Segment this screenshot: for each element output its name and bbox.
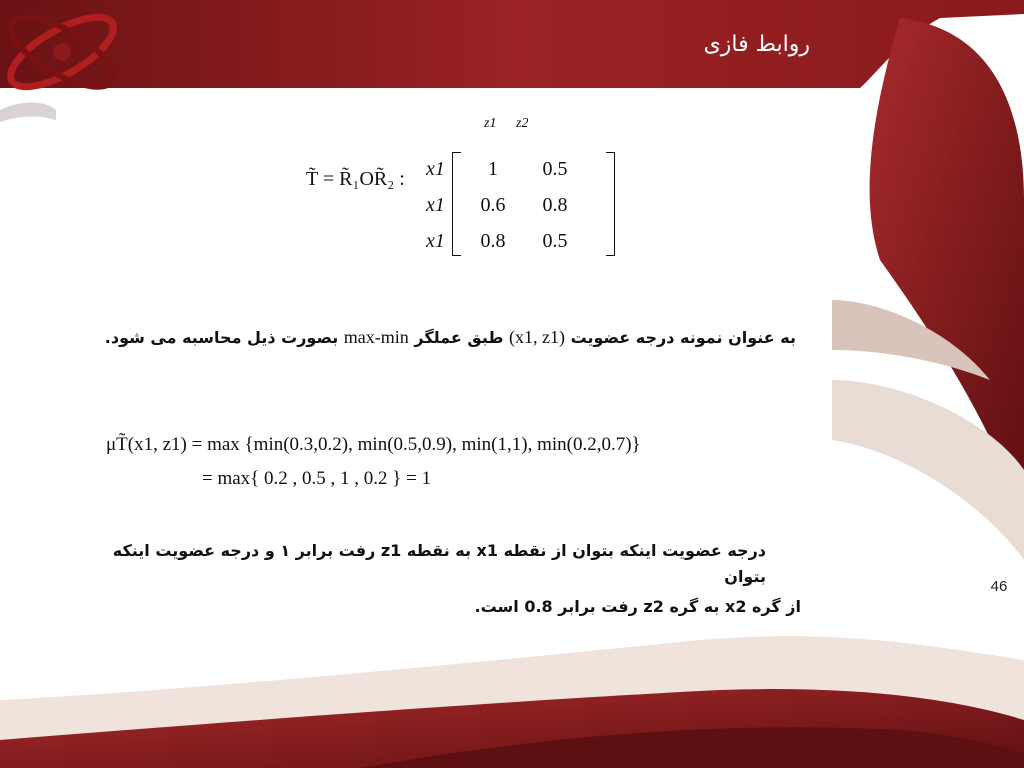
matrix-col-header: z2 [516, 116, 529, 131]
relation-matrix [306, 116, 626, 256]
matrix-row-label: x1 [426, 230, 445, 252]
paragraph-text: طبق عملگر [414, 328, 504, 347]
formula-line-1: μT̃(x1, z1) = max {min(0.3,0.2), min(0.5,0.9), min(1,1), min(0.2,0.7)} [106, 434, 641, 455]
matrix-left-bracket [452, 152, 461, 256]
operator-name: max-min [343, 327, 409, 347]
pair-notation: (x1, z1) [509, 327, 565, 347]
matrix-lhs: T̃ = R̃₁OR̃₂ : [306, 168, 405, 190]
matrix-col-header: z1 [484, 116, 497, 131]
matrix-cell: 0.8 [480, 230, 506, 252]
paragraph-membership-2: از گره x2 به گره z2 رفت برابر 0.8 است. [474, 597, 801, 616]
matrix-cell: 0.5 [542, 230, 568, 252]
logo-icon [0, 0, 130, 110]
formula-line-2: = max{ 0.2 , 0.5 , 1 , 0.2 } = 1 [202, 468, 432, 489]
slide-title: روابط فازی [703, 32, 810, 57]
matrix-right-bracket [606, 152, 615, 256]
paragraph-text: به عنوان نمونه درجه عضویت [570, 328, 796, 347]
matrix-row-label: x1 [426, 158, 445, 180]
paragraph-text: بصورت ذیل محاسبه می شود. [104, 328, 339, 347]
paragraph-membership-1: درجه عضویت اینکه بتوان از نقطه x1 به نقطه z1 رفت برابر ۱ و درجه عضویت اینکه بتوان [112, 541, 766, 586]
matrix-cell: 0.5 [542, 158, 568, 180]
content-card [56, 96, 832, 632]
page-number: 46 [990, 578, 1008, 595]
matrix-row-label: x1 [426, 194, 445, 216]
matrix-cell: 0.6 [480, 194, 506, 216]
paragraph-maxmin [96, 324, 796, 351]
matrix-cell: 1 [488, 158, 498, 180]
matrix-cell: 0.8 [542, 194, 568, 216]
